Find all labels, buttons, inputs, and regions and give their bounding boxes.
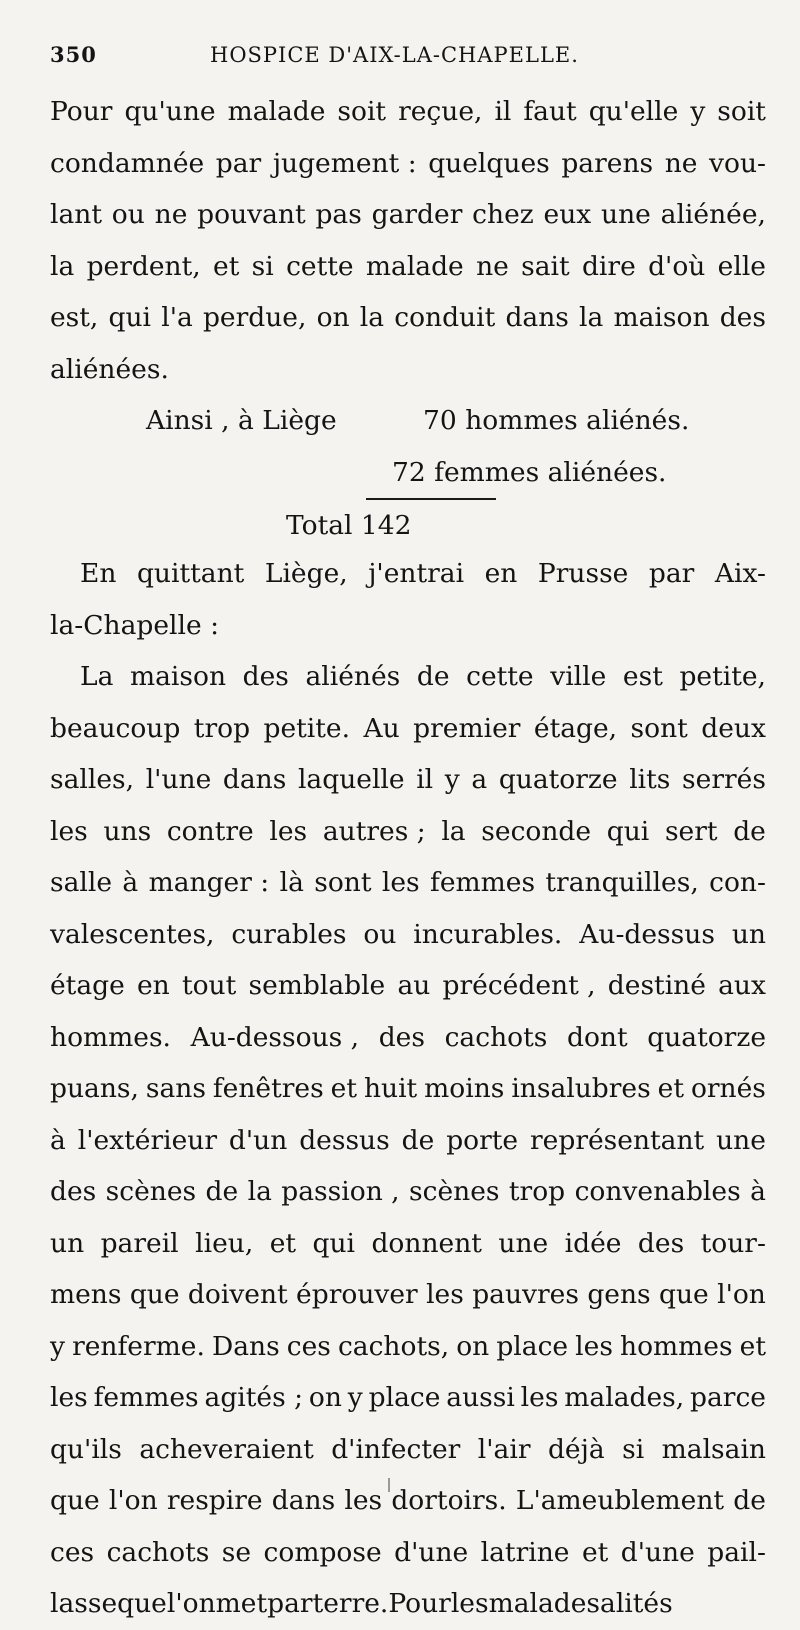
word: Prusse (537, 558, 629, 589)
word: les (269, 815, 308, 847)
word: seconde (481, 815, 592, 847)
word: à (750, 1176, 766, 1207)
word: ne (154, 199, 188, 230)
text-line (50, 754, 766, 806)
word: est (622, 661, 663, 692)
word: soit (717, 96, 766, 127)
word: trop (193, 712, 251, 744)
word: la (247, 1176, 272, 1207)
word: premier (413, 712, 521, 744)
word: sait (521, 250, 570, 282)
word: si (622, 1433, 645, 1465)
word: cachots (444, 1021, 548, 1053)
word: aliénée, (660, 199, 766, 230)
word: d'infecter (331, 1433, 461, 1465)
word: perdent, (86, 250, 201, 282)
word: qui (606, 815, 650, 847)
word: salle (50, 867, 113, 898)
word: quatorze (498, 764, 618, 795)
word: dire (581, 250, 636, 282)
word: de (205, 1176, 239, 1207)
text-line (50, 292, 766, 344)
word: moins (424, 1073, 505, 1104)
word: les (50, 815, 88, 847)
word: huit (363, 1073, 418, 1104)
word: qui (108, 302, 152, 333)
word: que (659, 1279, 709, 1310)
word: est, (50, 302, 99, 333)
word: aussi (446, 1382, 515, 1413)
word: donnent (371, 1227, 482, 1259)
word: contre (166, 815, 254, 847)
word: semblable (248, 970, 386, 1001)
word: soit (337, 96, 387, 127)
word: maison (130, 661, 227, 692)
word: condamnée (50, 147, 205, 179)
word: d'une (394, 1536, 469, 1568)
word: éprouver (296, 1279, 418, 1310)
word: ornés (690, 1073, 766, 1104)
word: parens (561, 147, 654, 179)
word: une (498, 1227, 549, 1259)
word: à (122, 867, 139, 898)
word: les (50, 1382, 88, 1413)
word: pareil (100, 1227, 179, 1259)
word: pouvant (197, 199, 306, 230)
word: tranquilles, (545, 867, 699, 898)
word: dessus (299, 1124, 390, 1156)
text-line (50, 1166, 766, 1218)
word: jugement : (272, 147, 417, 179)
stats-femmes: 72 femmes aliénées. (392, 456, 667, 488)
word: qui (312, 1227, 356, 1259)
word: idée (564, 1227, 622, 1259)
text-line (50, 1578, 766, 1630)
word: l'on (108, 1485, 158, 1516)
word: scènes (409, 1176, 500, 1207)
word: représentant (530, 1124, 705, 1156)
word: tour- (700, 1227, 766, 1259)
word: l'a (161, 302, 193, 333)
word: on (456, 1330, 490, 1362)
text-line (50, 189, 766, 241)
word: Pour (388, 1588, 451, 1619)
word: des (637, 1227, 685, 1259)
word: laquelle (297, 764, 405, 795)
word: uns (103, 815, 152, 847)
word: l'une (145, 764, 212, 795)
word: aliénées. (50, 353, 169, 385)
word: En (80, 558, 117, 589)
word: que (117, 1588, 167, 1619)
word: étage (50, 970, 125, 1001)
word: malades (488, 1588, 601, 1619)
word: place (496, 1330, 569, 1362)
stats-total-line (50, 504, 766, 548)
running-title: HOSPICE D'AIX-LA-CHAPELLE. (210, 43, 579, 67)
word: y (690, 96, 706, 127)
word: ne (664, 147, 698, 179)
word: Au-dessus (579, 918, 715, 950)
text-line (50, 1475, 766, 1527)
word: par (215, 147, 262, 179)
sum-rule (366, 498, 496, 500)
word: l'extérieur (77, 1124, 217, 1156)
word: insalubres (511, 1073, 651, 1104)
word: déjà (547, 1433, 605, 1465)
word: curables (231, 918, 347, 950)
word: et (657, 1073, 684, 1104)
word: perdue, (202, 302, 307, 333)
word: Aix- (714, 558, 766, 589)
body-text (50, 86, 766, 1630)
word: précédent , (442, 970, 596, 1001)
word: renferme. (72, 1330, 205, 1362)
word: les (426, 1279, 464, 1310)
word: les (450, 1588, 489, 1619)
word: destiné (607, 970, 706, 1001)
word: cette (286, 250, 354, 282)
word: par (267, 1588, 313, 1619)
word: l'on (166, 1588, 216, 1619)
word: et (739, 1330, 766, 1362)
word: des (378, 1021, 425, 1053)
word: reçue, (398, 96, 483, 127)
word: Au-dessous , (190, 1021, 360, 1053)
word: met (215, 1588, 268, 1619)
word: ville (550, 661, 607, 692)
word: maison (613, 302, 710, 333)
word: parce (690, 1382, 766, 1413)
word: cette (466, 661, 534, 692)
word: garder (371, 199, 463, 230)
word: con- (709, 867, 766, 898)
word: et (330, 1073, 357, 1104)
paragraph-3 (50, 651, 766, 1630)
text-line (50, 1321, 766, 1373)
word: que (129, 1279, 180, 1310)
word: d'où (648, 250, 706, 282)
word: malsain (661, 1433, 766, 1465)
word: malade (227, 96, 326, 127)
word: on (316, 302, 350, 333)
word: puans, (50, 1073, 139, 1104)
word: beaucoup (50, 712, 181, 744)
word: les (344, 1485, 383, 1516)
text-line (50, 1012, 766, 1064)
stats-total: Total 142 (286, 510, 412, 541)
word: ou (363, 918, 397, 950)
word: étage, (533, 712, 618, 744)
word: Liège, (264, 558, 348, 589)
text-line (50, 651, 766, 703)
text-line (50, 344, 766, 396)
word: sont (630, 712, 688, 744)
text-line (50, 806, 766, 858)
page-number: 350 (50, 42, 97, 67)
word: doivent (187, 1279, 288, 1310)
word: aliénés (305, 661, 401, 692)
word: y (347, 1382, 363, 1413)
text-line (50, 1372, 766, 1424)
word: au (397, 970, 431, 1001)
word: lasse (50, 1588, 118, 1619)
word: un (50, 1227, 85, 1259)
word: une (716, 1124, 766, 1156)
word: terre. (312, 1588, 389, 1619)
word: il (494, 96, 512, 127)
word: des (50, 1176, 97, 1207)
word: dortoirs. (391, 1485, 507, 1516)
stats-city: à Liège (238, 405, 337, 436)
word: pas (315, 199, 362, 230)
word: si (251, 250, 274, 282)
word: d'une (620, 1536, 695, 1568)
word: respire (166, 1485, 263, 1516)
text-line (50, 138, 766, 190)
word: la (359, 302, 385, 333)
word: valescentes, (50, 918, 215, 950)
word: y (50, 1330, 65, 1362)
text-line (50, 86, 766, 138)
word: compose (263, 1536, 382, 1568)
word: serrés (682, 764, 766, 795)
word: l'air (477, 1433, 531, 1465)
word: lieu, (195, 1227, 254, 1259)
word: salles, (50, 764, 135, 795)
word: de (733, 815, 766, 847)
word: agités ; (204, 1382, 304, 1413)
text-line (50, 1269, 766, 1321)
word: pauvres (472, 1279, 579, 1310)
word: cachots (106, 1536, 210, 1568)
text-line (50, 1063, 766, 1115)
word: petite, (679, 661, 766, 692)
word: mens (50, 1279, 122, 1310)
word: fenêtres (212, 1073, 324, 1104)
word: petite. (263, 712, 351, 744)
text-line (50, 1218, 766, 1270)
word: j'entrai (368, 558, 465, 589)
word: hommes (620, 1330, 733, 1362)
word: en (136, 970, 170, 1001)
text-line (50, 1527, 766, 1579)
word: dans (505, 302, 569, 333)
word: place (368, 1382, 441, 1413)
word: les (575, 1330, 613, 1362)
word: par (648, 558, 695, 589)
stats-hommes: 70 hommes aliénés. (423, 405, 690, 436)
word: faut (523, 96, 577, 127)
word: femmes (93, 1382, 199, 1413)
word: convenables (574, 1176, 741, 1207)
word: ces (50, 1536, 95, 1568)
word: de (733, 1485, 766, 1516)
word: et (213, 250, 240, 282)
word: quelques (428, 147, 550, 179)
word: y (444, 764, 460, 795)
word: manger : (148, 867, 270, 898)
word: ou (111, 199, 145, 230)
word: que (50, 1485, 100, 1516)
word: a (471, 764, 488, 795)
text-line (50, 241, 766, 293)
word: gens (587, 1279, 651, 1310)
word: une (601, 199, 651, 230)
word: ces (286, 1330, 331, 1362)
word: là (279, 867, 304, 898)
word: de (416, 661, 450, 692)
word: lant (50, 199, 102, 230)
word: les (520, 1382, 559, 1413)
word: les (381, 867, 420, 898)
word: qu'ils (50, 1433, 122, 1465)
word: hommes. (50, 1021, 171, 1053)
text-line (50, 1115, 766, 1167)
word: la (579, 302, 604, 333)
page-header (50, 42, 766, 86)
word: sert (664, 815, 718, 847)
word: Pour (50, 96, 113, 127)
word: on (308, 1382, 342, 1413)
margin-mark (388, 1478, 390, 1492)
word: trop (508, 1176, 566, 1207)
word: acheveraient (139, 1433, 314, 1465)
word: à (50, 1124, 66, 1156)
word: L'ameublement (515, 1485, 725, 1516)
word: chez (472, 199, 534, 230)
word: dans (222, 764, 287, 795)
word: des (242, 661, 289, 692)
word: il (416, 764, 434, 795)
word: cachots, (337, 1330, 450, 1362)
word: deux (701, 712, 766, 744)
word: femmes (430, 867, 536, 898)
word: aux (718, 970, 766, 1001)
word: quatorze (647, 1021, 766, 1053)
word: et (269, 1227, 297, 1259)
stats-line-women (50, 447, 766, 499)
stats-ainsi: Ainsi , (146, 405, 230, 436)
word: Au (363, 712, 400, 744)
word: un (731, 918, 766, 950)
text-line (50, 1424, 766, 1476)
word: d'un (228, 1124, 288, 1156)
word: qu'elle (588, 96, 679, 127)
word: quittant (136, 558, 245, 589)
word: en (484, 558, 518, 589)
word: sont (314, 867, 372, 898)
word: des (719, 302, 766, 333)
word: passion , (281, 1176, 400, 1207)
text-line (50, 703, 766, 755)
word: qu'une (124, 96, 216, 127)
word: scènes (105, 1176, 197, 1207)
word: alités (600, 1588, 673, 1619)
text-line (50, 857, 766, 909)
word: la-Chapelle : (50, 609, 220, 641)
word: incurables. (413, 918, 563, 950)
word: sans (145, 1073, 206, 1104)
word: de (401, 1124, 435, 1156)
word: vou- (709, 147, 766, 179)
word: conduit (394, 302, 496, 333)
paragraph-1 (50, 86, 766, 395)
word: malades, (564, 1382, 685, 1413)
word: malade (365, 250, 464, 282)
word: dans (271, 1485, 336, 1516)
word: la (50, 250, 75, 282)
text-line (50, 548, 766, 600)
word: et (581, 1536, 609, 1568)
text-line (50, 960, 766, 1012)
word: se (221, 1536, 252, 1568)
word: latrine (480, 1536, 570, 1568)
word: La (80, 661, 114, 692)
word: tout (181, 970, 237, 1001)
word: porte (446, 1124, 519, 1156)
stats-line-men (50, 395, 766, 447)
word: eux (543, 199, 592, 230)
text-line (50, 909, 766, 961)
word: la (441, 815, 466, 847)
word: elle (717, 250, 766, 282)
word: lits (629, 764, 671, 795)
word: Dans (211, 1330, 280, 1362)
word: dont (566, 1021, 628, 1053)
word: l'on (717, 1279, 766, 1310)
text-line (50, 600, 766, 652)
word: autres ; (322, 815, 426, 847)
paragraph-2 (50, 548, 766, 651)
word: ne (476, 250, 509, 282)
word: pail- (707, 1536, 766, 1568)
